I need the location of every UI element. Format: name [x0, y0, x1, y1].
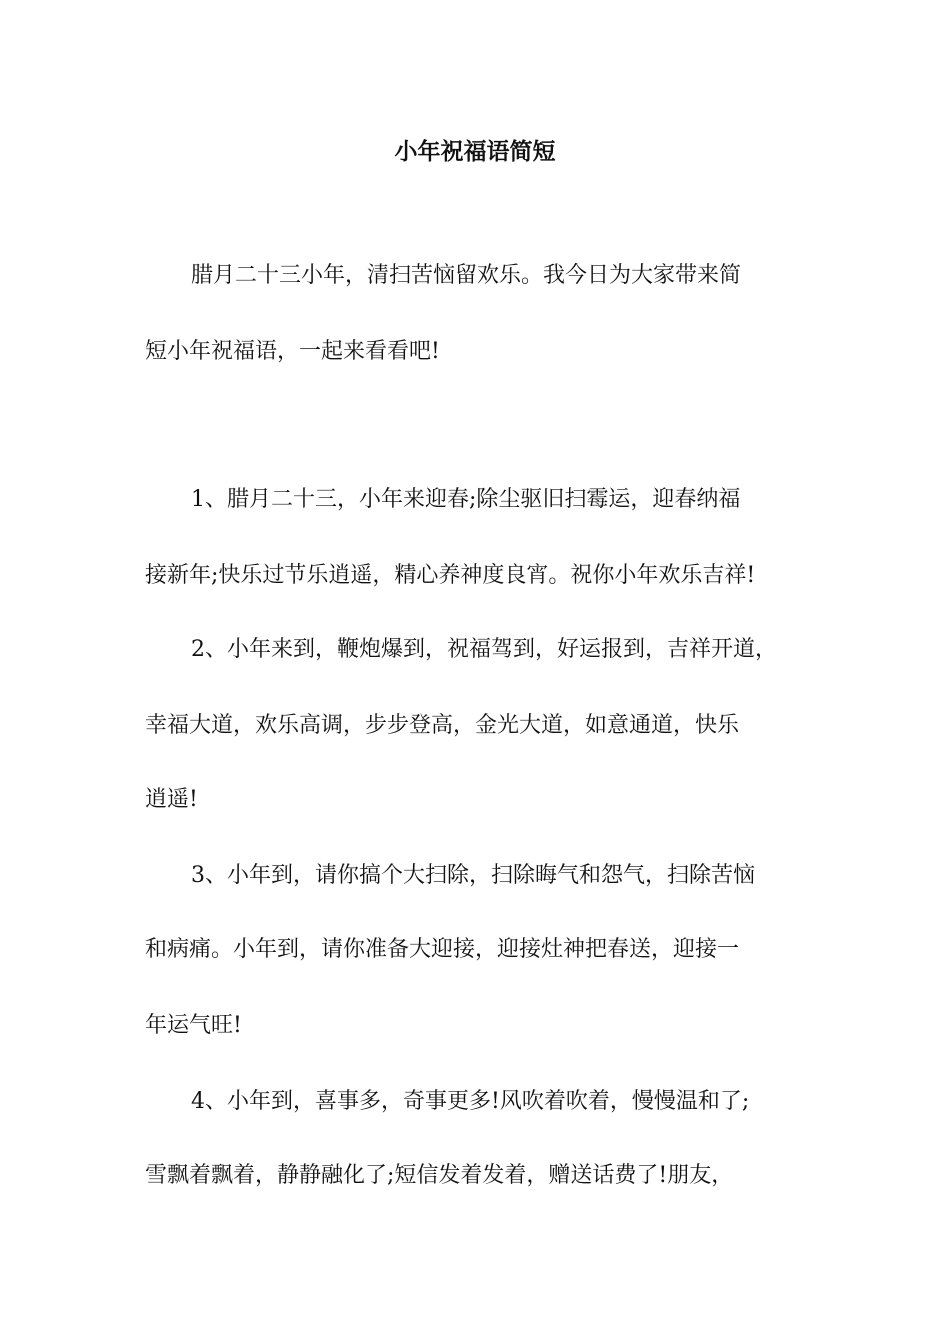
paragraph-line: 逍遥! — [145, 787, 198, 812]
paragraph-line: 幸福大道，欢乐高调，步步登高，金光大道，如意通道，快乐 — [145, 713, 740, 738]
paragraph-line: 短小年祝福语，一起来看看吧! — [145, 339, 440, 364]
paragraph-line: 腊月二十三小年，清扫苦恼留欢乐。我今日为大家带来简 — [191, 263, 742, 288]
paragraph-line: 2、小年来到，鞭炮爆到，祝福驾到，好运报到，吉祥开道， — [191, 637, 777, 662]
paragraph-line: 4、小年到，喜事多，奇事更多!风吹着吹着，慢慢温和了; — [191, 1089, 750, 1114]
paragraph-line: 接新年;快乐过节乐逍遥，精心养神度良宵。祝你小年欢乐吉祥! — [145, 563, 756, 588]
paragraph-line: 1、腊月二十三，小年来迎春;除尘驱旧扫霉运，迎春纳福 — [191, 487, 741, 512]
document-title: 小年祝福语简短 — [394, 139, 556, 165]
paragraph-line: 雪飘着飘着，静静融化了;短信发着发着，赠送话费了!朋友， — [145, 1163, 734, 1188]
paragraph-line: 3、小年到，请你搞个大扫除，扫除晦气和怨气，扫除苦恼 — [191, 863, 755, 888]
paragraph-line: 和病痛。小年到，请你准备大迎接，迎接灶神把春送，迎接一 — [145, 937, 740, 962]
paragraph-line: 年运气旺! — [145, 1013, 242, 1038]
